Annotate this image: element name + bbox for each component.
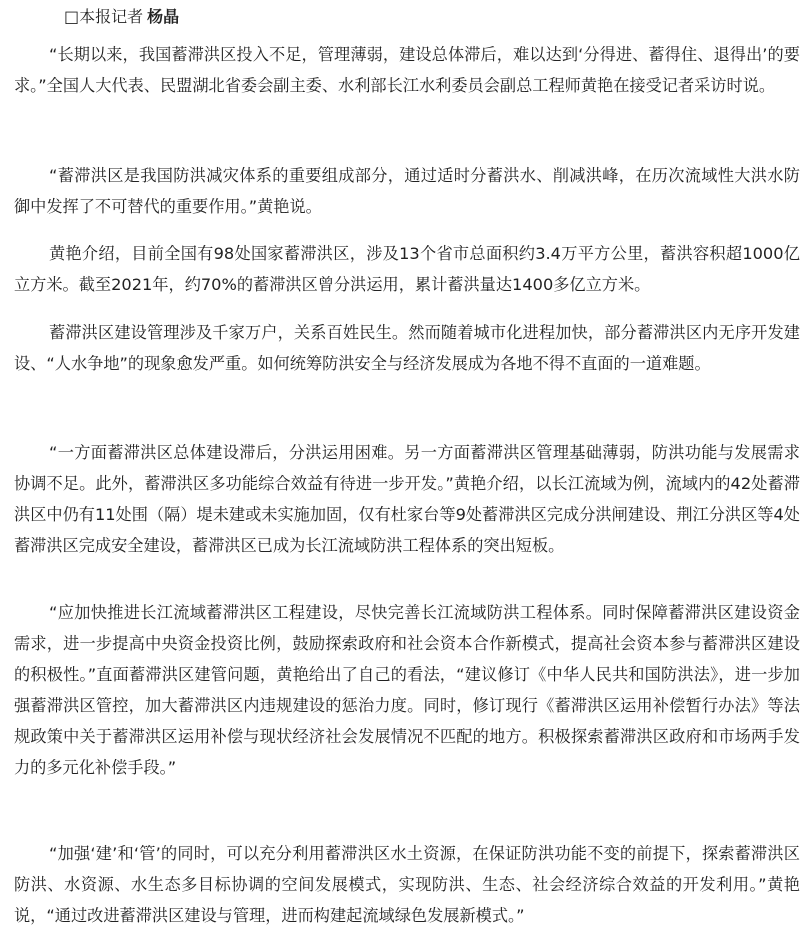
paragraph-7: “加强‘建’和‘管’的同时，可以充分利用蓄滞洪区水土资源，在保证防洪功能不变的前提下，探索蓄滞洪区防洪、水资源、水生态多目标协调的空间发展模式，实现防洪、生态、社会经济综合效益的开发利用。”黄艳说，“通过改进蓄滞洪区建设与管理，进而构建起流域绿色发展新模式。” bbox=[14, 844, 800, 925]
paragraph-2: “蓄滞洪区是我国防洪减灾体系的重要组成部分，通过适时分蓄洪水、削减洪峰，在历次流域性大洪水防御中发挥了不可替代的重要作用。”黄艳说。 bbox=[14, 166, 800, 216]
paragraph-1: “长期以来，我国蓄滞洪区投入不足，管理薄弱，建设总体滞后，难以达到‘分得进、蓄得住、退得出’的要求。”全国人大代表、民盟湖北省委会副主委、水利部长江水利委员会副总工程师黄艳在接受记者采访时说。 bbox=[14, 45, 800, 95]
paragraph-3: 黄艳介绍，目前全国有98处国家蓄滞洪区，涉及13个省市总面积约3.4万平方公里，蓄洪容积超1000亿立方米。截至2021年，约70%的蓄滞洪区曾分洪运用，累计蓄洪量达1400多亿立方米。 bbox=[14, 244, 800, 294]
byline bbox=[64, 7, 179, 27]
paragraph-6: “应加快推进长江流域蓄滞洪区工程建设，尽快完善长江流域防洪工程体系。同时保障蓄滞洪区建设资金需求，进一步提高中央资金投资比例，鼓励探索政府和社会资本合作新模式，提高社会资本参与蓄滞洪区建设的积极性。”直面蓄滞洪区建管问题，黄艳给出了自己的看法，“建议修订《中华人民共和国防洪法》，进一步加强蓄滞洪区管控，加大蓄滞洪区内违规建设的惩治力度。同时，修订现行《蓄滞洪区运用补偿暂行办法》等法规政策中关于蓄滞洪区运用补偿与现状经济社会发展情况不匹配的地方。积极探索蓄滞洪区政府和市场两手发力的多元化补偿手段。” bbox=[14, 603, 800, 777]
paragraph-4: 蓄滞洪区建设管理涉及千家万户，关系百姓民生。然而随着城市化进程加快，部分蓄滞洪区内无序开发建设、“人水争地”的现象愈发严重。如何统筹防洪安全与经济发展成为各地不得不直面的一道难题。 bbox=[14, 323, 800, 373]
byline-prefix: □本报记者 bbox=[64, 7, 144, 26]
reporter-name: 杨晶 bbox=[147, 7, 180, 26]
paragraph-5: “一方面蓄滞洪区总体建设滞后，分洪运用困难。另一方面蓄滞洪区管理基础薄弱，防洪功能与发展需求协调不足。此外，蓄滞洪区多功能综合效益有待进一步开发。”黄艳介绍，以长江流域为例，流域内的42处蓄滞洪区中仍有11处围（隔）堤未建或未实施加固，仅有杜家台等9处蓄滞洪区完成分洪闸建设、荆江分洪区等4处蓄滞洪区完成安全建设，蓄滞洪区已成为长江流域防洪工程体系的突出短板。 bbox=[14, 443, 800, 555]
